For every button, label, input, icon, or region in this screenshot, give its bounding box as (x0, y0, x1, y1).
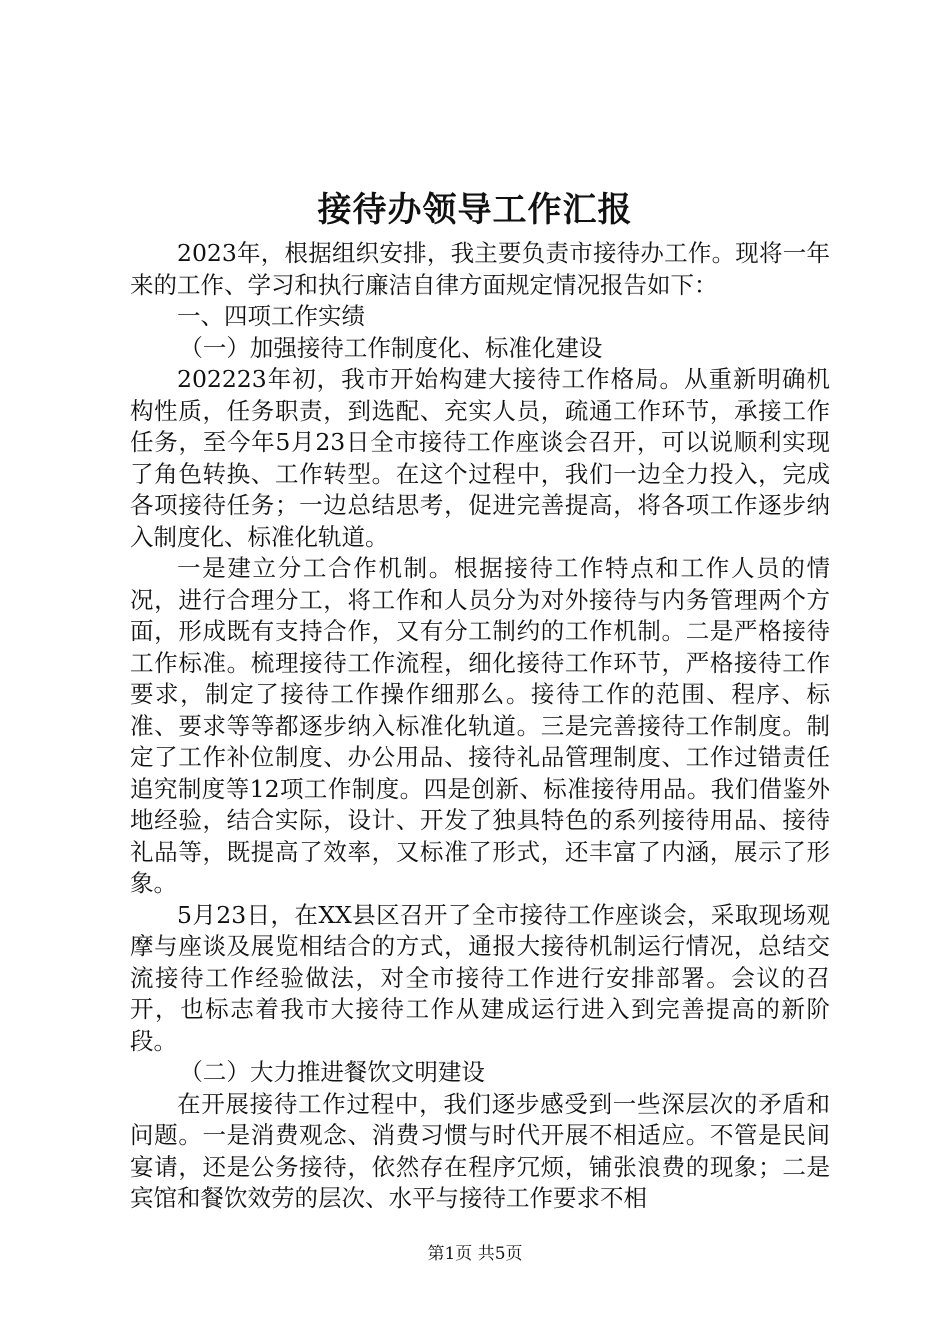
paragraph-intro: 2023年，根据组织安排，我主要负责市接待办工作。现将一年来的工作、学习和执行廉洁自律方面规定情况报告如下： (130, 239, 830, 299)
document-title: 接待办领导工作汇报 (317, 190, 633, 230)
paragraph-body-2: 一是建立分工合作机制。根据接待工作特点和工作人员的情况，进行合理分工，将工作和人员分为对外接待与内务管理两个方面，形成既有支持合作，又有分工制约的工作机制。二是严格接待工作标准。梳理接待工作流程，细化接待工作环节，严格接待工作要求，制定了接待工作操作细那么。接待工作的范围、程序、标准、要求等等都逐步纳入标准化轨道。三是完善接待工作制度。制定了工作补位制度、办公用品、接待礼品管理制度、工作过错责任追究制度等12项工作制度。四是创新、标准接待用品。我们借鉴外地经验，结合实际，设计、开发了独具特色的系列接待用品、接待礼品等，既提高了效率，又标准了形式，还丰富了内涵，展示了形象。 (130, 554, 830, 897)
section-heading: 一、四项工作实绩 (177, 302, 365, 330)
paragraph-body-4: 在开展接待工作过程中，我们逐步感受到一些深层次的矛盾和问题。一是消费观念、消费习惯与时代开展不相适应。不管是民间宴请，还是公务接待，依然存在程序冗烦，铺张浪费的现象；二是宾馆和餐饮效劳的层次、水平与接待工作要求不相 (130, 1089, 830, 1212)
subsection-heading-1: （一）加强接待工作制度化、标准化建设 (179, 333, 603, 362)
paragraph-body-3: 5月23日，在XX县区召开了全市接待工作座谈会，采取现场观摩与座谈及展览相结合的方式，通报大接待机制运行情况，总结交流接待工作经验做法，对全市接待工作进行安排部署。会议的召开，也标志着我市大接待工作从建成运行进入到完善提高的新阶段。 (130, 900, 830, 1055)
subsection-heading-2: （二）大力推进餐饮文明建设 (179, 1058, 485, 1086)
paragraph-body-1: 202223年初，我市开始构建大接待工作格局。从重新明确机构性质，任务职责，到选配、充实人员，疏通工作环节，承接工作任务，至今年5月23日全市接待工作座谈会召开，可以说顺利实现了角色转换、工作转型。在这个过程中，我们一边全力投入，完成各项接待任务；一边总结思考，促进完善提高，将各项工作逐步纳入制度化、标准化轨道。 (130, 365, 830, 551)
page-footer: 第1页 共5页 (427, 1244, 523, 1264)
document-body (130, 238, 830, 1215)
